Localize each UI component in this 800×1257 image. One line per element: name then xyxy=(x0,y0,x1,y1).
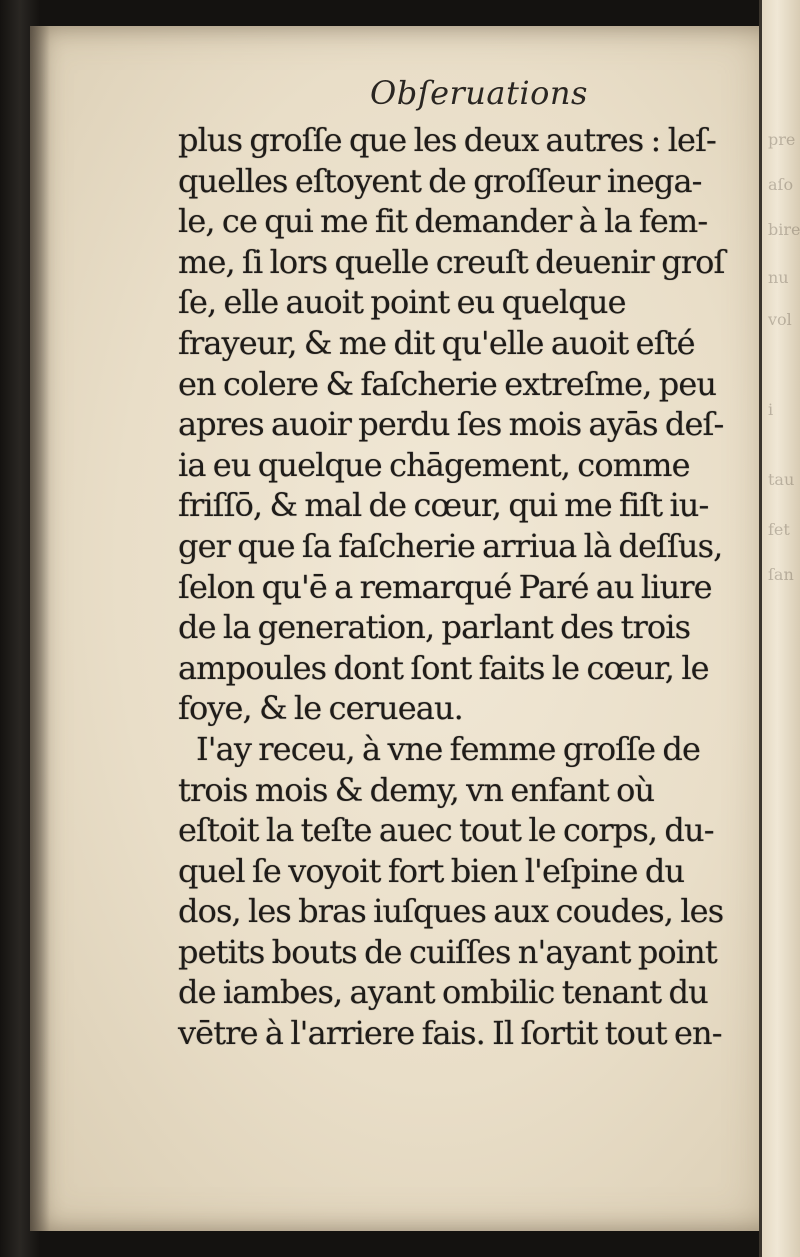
text-line: vētre à l'arriere fais. Il ſortit tout en- xyxy=(178,1014,722,1053)
text-line: plus groſſe que les deux autres : leſ- xyxy=(178,121,716,159)
bleed-through-text: pre xyxy=(768,130,796,149)
text-line: quel ſe voyoit fort bien l'eſpine du xyxy=(178,851,685,890)
bleed-through-text: bire xyxy=(768,220,800,239)
text-line: ſe, elle auoit point eu quelque xyxy=(178,283,626,322)
page-fold-shadow xyxy=(30,26,50,1231)
text-line: me, ſi lors quelle creuſt deuenir groſ xyxy=(178,242,725,281)
facing-page-edge xyxy=(759,0,800,1257)
text-line: trois mois & demy, vn enfant où xyxy=(178,770,655,809)
text-line: I'ay receu, à vne femme groſſe de xyxy=(196,729,701,768)
text-line: le, ce qui me fit demander à la fem- xyxy=(178,202,708,241)
text-line: ſelon qu'ē a remarqué Paré au liure xyxy=(178,567,712,606)
bleed-through-text: ſan xyxy=(768,565,794,584)
text-line: ia eu quelque chāgement, comme xyxy=(178,445,690,484)
text-line: apres auoir perdu ſes mois ayās deſ- xyxy=(178,405,724,444)
bleed-through-text: nu xyxy=(768,268,789,287)
text-line: frayeur, & me dit qu'elle auoit eſté xyxy=(178,323,695,362)
text-line: ger que ſa faſcherie arriua là deſſus, xyxy=(178,526,723,565)
bleed-through-text: i xyxy=(768,400,774,419)
bleed-through-text: tau xyxy=(768,470,795,489)
text-line: foye, & le cerueau. xyxy=(178,689,463,728)
text-line: de la generation, parlant des trois xyxy=(178,608,691,647)
body-text xyxy=(178,120,725,1054)
text-line: quelles eſtoyent de groſſeur inega- xyxy=(178,161,702,200)
running-head: Obſeruations xyxy=(370,74,588,112)
text-line: de iambes, ayant ombilic tenant du xyxy=(178,973,708,1012)
text-line: eſtoit la teſte auec tout le corps, du- xyxy=(178,811,714,850)
bleed-through-text: fet xyxy=(768,520,790,539)
text-line: petits bouts de cuiſſes n'ayant point xyxy=(178,932,717,971)
text-line: dos, les bras iuſques aux coudes, les xyxy=(178,892,724,931)
bleed-through-text: aſo xyxy=(768,175,794,194)
text-line: en colere & faſcherie extreſme, peu xyxy=(178,364,717,403)
text-line: ampoules dont ſont faits le cœur, le xyxy=(178,648,709,687)
text-line: friſſō, & mal de cœur, qui me fiſt iu- xyxy=(178,486,709,525)
bleed-through-text: vol xyxy=(768,310,792,329)
